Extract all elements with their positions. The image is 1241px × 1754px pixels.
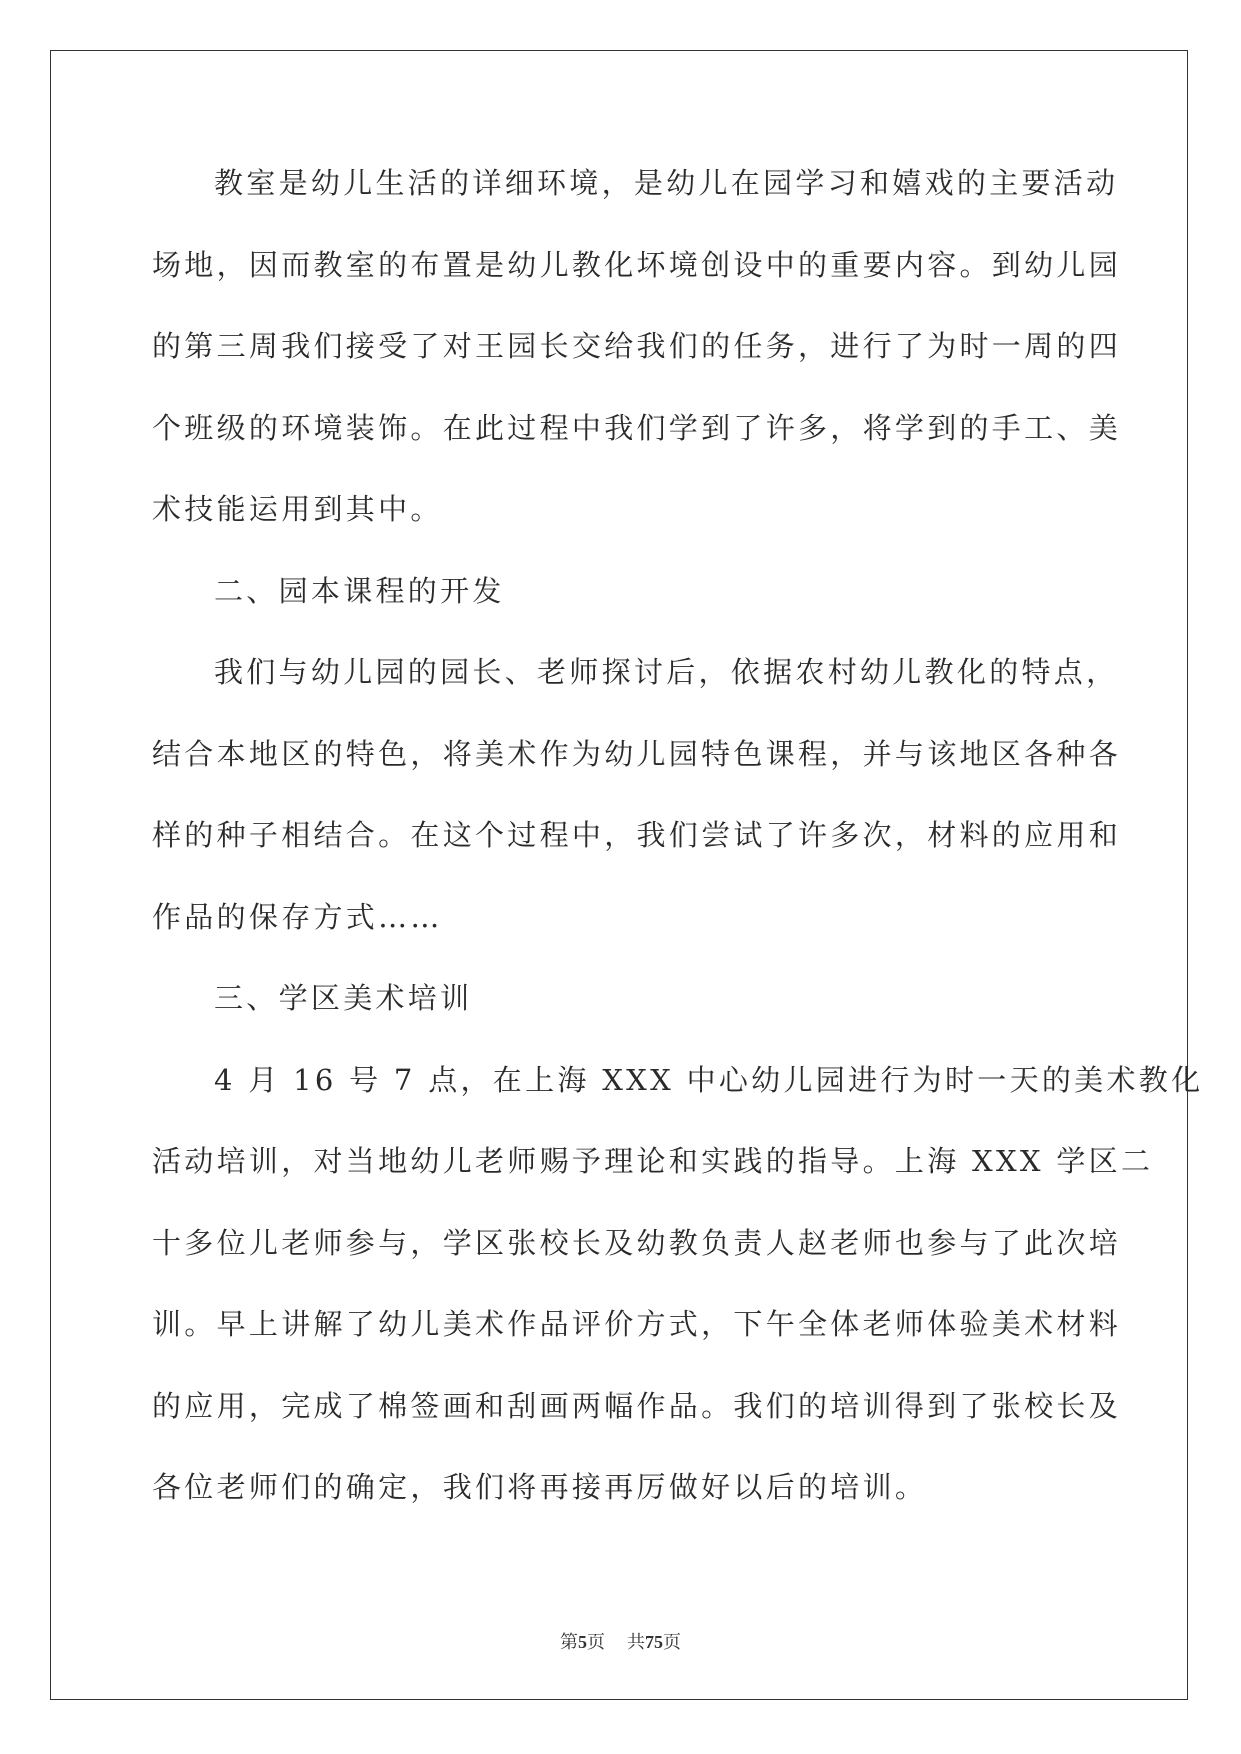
page-suffix: 页 bbox=[587, 1632, 605, 1652]
paragraph-line: 4 月 16 号 7 点，在上海 XXX 中心幼儿园进行为时一天的美术教化 bbox=[214, 1062, 1204, 1097]
paragraph-line: 教室是幼儿生活的详细环境，是幼儿在园学习和嬉戏的主要活动 bbox=[214, 166, 1119, 200]
paragraph-line: 术技能运用到其中。 bbox=[152, 492, 443, 526]
paragraph-line: 训。早上讲解了幼儿美术作品评价方式，下午全体老师体验美术材料 bbox=[152, 1307, 1122, 1341]
page-number: 5 bbox=[578, 1632, 587, 1652]
section-heading: 三、学区美术培训 bbox=[214, 981, 473, 1015]
paragraph-line: 作品的保存方式…… bbox=[152, 899, 443, 934]
paragraph-line: 结合本地区的特色，将美术作为幼儿园特色课程，并与该地区各种各 bbox=[152, 736, 1122, 771]
document-body bbox=[152, 158, 1204, 1544]
total-prefix: 共 bbox=[627, 1632, 645, 1652]
total-pages: 75 bbox=[645, 1632, 663, 1652]
page-prefix: 第 bbox=[560, 1632, 578, 1652]
paragraph-line: 各位老师们的确定，我们将再接再厉做好以后的培训。 bbox=[152, 1470, 928, 1504]
paragraph-line: 我们与幼儿园的园长、老师探讨后，依据农村幼儿教化的特点， bbox=[214, 655, 1119, 689]
paragraph-line: 的应用，完成了棉签画和刮画两幅作品。我们的培训得到了张校长及 bbox=[152, 1388, 1122, 1423]
page-footer bbox=[0, 1630, 1241, 1654]
paragraph-line: 十多位儿老师参与，学区张校长及幼教负责人赵老师也参与了此次培 bbox=[152, 1225, 1122, 1260]
paragraph-line: 样的种子相结合。在这个过程中，我们尝试了许多次，材料的应用和 bbox=[152, 818, 1122, 852]
paragraph-line: 个班级的环境装饰。在此过程中我们学到了许多，将学到的手工、美 bbox=[152, 410, 1122, 445]
paragraph-line: 活动培训，对当地幼儿老师赐予理论和实践的指导。上海 XXX 学区二 bbox=[152, 1144, 1154, 1178]
section-heading: 二、园本课程的开发 bbox=[214, 573, 505, 608]
total-suffix: 页 bbox=[663, 1632, 681, 1652]
paragraph-line: 的第三周我们接受了对王园长交给我们的任务，进行了为时一周的四 bbox=[152, 329, 1122, 363]
paragraph-line: 场地，因而教室的布置是幼儿教化坏境创设中的重要内容。到幼儿园 bbox=[152, 247, 1122, 282]
